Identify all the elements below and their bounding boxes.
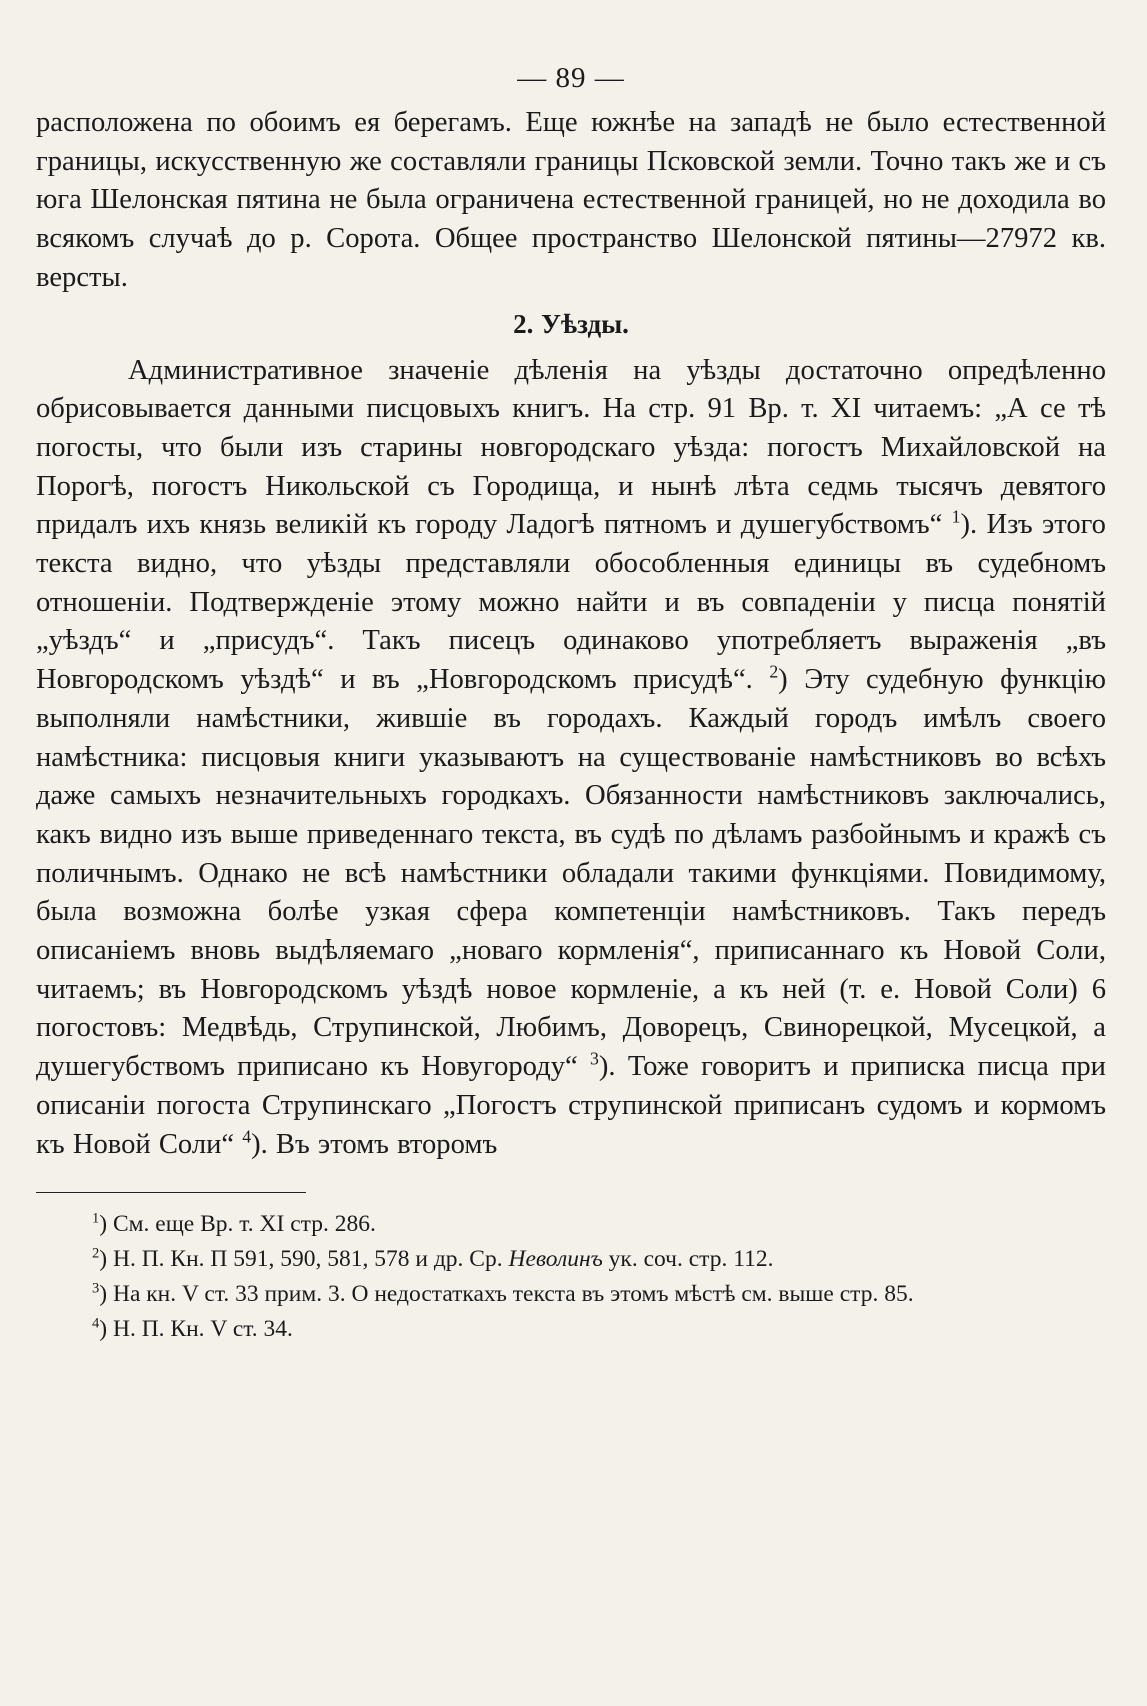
footnote-3: [36, 1277, 1106, 1312]
page-number: — 89 —: [517, 62, 625, 94]
paragraph-continuation: расположена по обоимъ ея берегамъ. Еще южнѣе на западѣ не было естественной границы, искусственную же составляли границы Псковской земли. Точно такъ же и съ юга Шелонская пятина не была ограничена естественной границей, но не доходила во всякомъ случаѣ до р. Сорота. Общее пространство Шелонской пятины—27972 кв. версты.: [36, 107, 1106, 293]
section-heading: 2. Уѣзды.: [513, 308, 629, 339]
footnote-mark: 4: [92, 1315, 100, 1332]
body-text: [36, 104, 1106, 1164]
footnotes: [36, 1207, 1106, 1347]
paragraph-text: ). Изъ этого текста видно, что уѣзды представляли обособленныя единицы въ судебномъ отношенiи. Подтвержденiе этому можно найти и въ совпаденiи у писца понятiй „уѣздъ“ и „присудъ“. Такъ писецъ одинаково употребляетъ выраженiя „въ Новгородскомъ уѣздѣ“ и въ „Новгородскомъ присудѣ“.: [36, 509, 1106, 696]
page: [36, 58, 1106, 1347]
footnote-text: ук. соч. стр. 112.: [602, 1246, 774, 1273]
footnote-ref-1[interactable]: 1: [951, 506, 961, 527]
footnote-4: [36, 1312, 1106, 1347]
footnote-divider: [36, 1192, 306, 1193]
footnote-mark: 2: [92, 1245, 100, 1262]
footnote-mark: 3: [92, 1280, 100, 1297]
footnote-mark: 1: [92, 1210, 100, 1227]
footnote-text: ) На кн. V ст. 33 прим. 3. О недостаткахъ текста въ этомъ мѣстѣ см. выше стр. 85.: [99, 1281, 914, 1308]
footnote-text: ) См. еще Вр. т. XI стр. 286.: [99, 1211, 376, 1238]
footnote-ref-2[interactable]: 2: [769, 661, 779, 682]
paragraph-text: Административное значенiе дѣленiя на уѣзды достаточно опредѣленно обрисовывается данными писцовыхъ книгъ. На стр. 91 Вр. т. XI читаемъ: „А се тѣ погосты, что были изъ старины новгородскаго уѣзда: погостъ Михайловской на Порогѣ, погостъ Никольской съ Городища, и нынѣ лѣта седмь тысячъ девятого придалъ ихъ князь великiй къ городу Ладогѣ пятномъ и душегубствомъ“: [36, 354, 1106, 541]
paragraph-text: ). Въ этомъ второмъ: [251, 1128, 498, 1160]
footnote-text: ) Н. П. Кн. V ст. 34.: [99, 1316, 293, 1343]
footnote-ref-4[interactable]: 4: [242, 1125, 252, 1146]
paragraph-text: ). Тоже говоритъ и приписка писца при описанiи погоста Струпинскаго „Погостъ струпинской приписанъ судомъ и кормомъ къ Новой Соли“: [36, 1051, 1106, 1160]
footnote-text: ) Н. П. Кн. П 591, 590, 581, 578 и др. Ср.: [99, 1246, 509, 1273]
footnote-1: [36, 1207, 1106, 1242]
paragraph-main: [36, 352, 1106, 1165]
footnote-author: Неволинъ: [508, 1246, 603, 1273]
paragraph-text: ) Эту судебную функцiю выполняли намѣстники, жившiе въ городахъ. Каждый городъ имѣлъ своего намѣстника: писцовыя книги указываютъ на существованiе намѣстниковъ во всѣхъ даже самыхъ незначительныхъ городкахъ. Обязанности намѣстниковъ заключались, какъ видно изъ выше приведеннаго текста, въ судѣ по дѣламъ разбойнымъ и кражѣ съ поличнымъ. Однако не всѣ намѣстники обладали такими функцiями. Повидимому, была возможна болѣе узкая сфера компетенцiи намѣстниковъ. Такъ передъ описанiемъ вновь выдѣляемаго „новаго кормленiя“, приписаннаго къ Новой Соли, читаемъ; въ Новгородскомъ уѣздѣ новое кормленiе, а къ ней (т. е. Новой Соли) 6 погостовъ: Медвѣдь, Струпинской, Любимъ, Доворецъ, Свинорецкой, Мусецкой, а душегубствомъ приписано къ Новугороду“: [36, 664, 1106, 1083]
footnote-ref-3[interactable]: 3: [590, 1048, 599, 1069]
footnote-2: [36, 1242, 1106, 1277]
